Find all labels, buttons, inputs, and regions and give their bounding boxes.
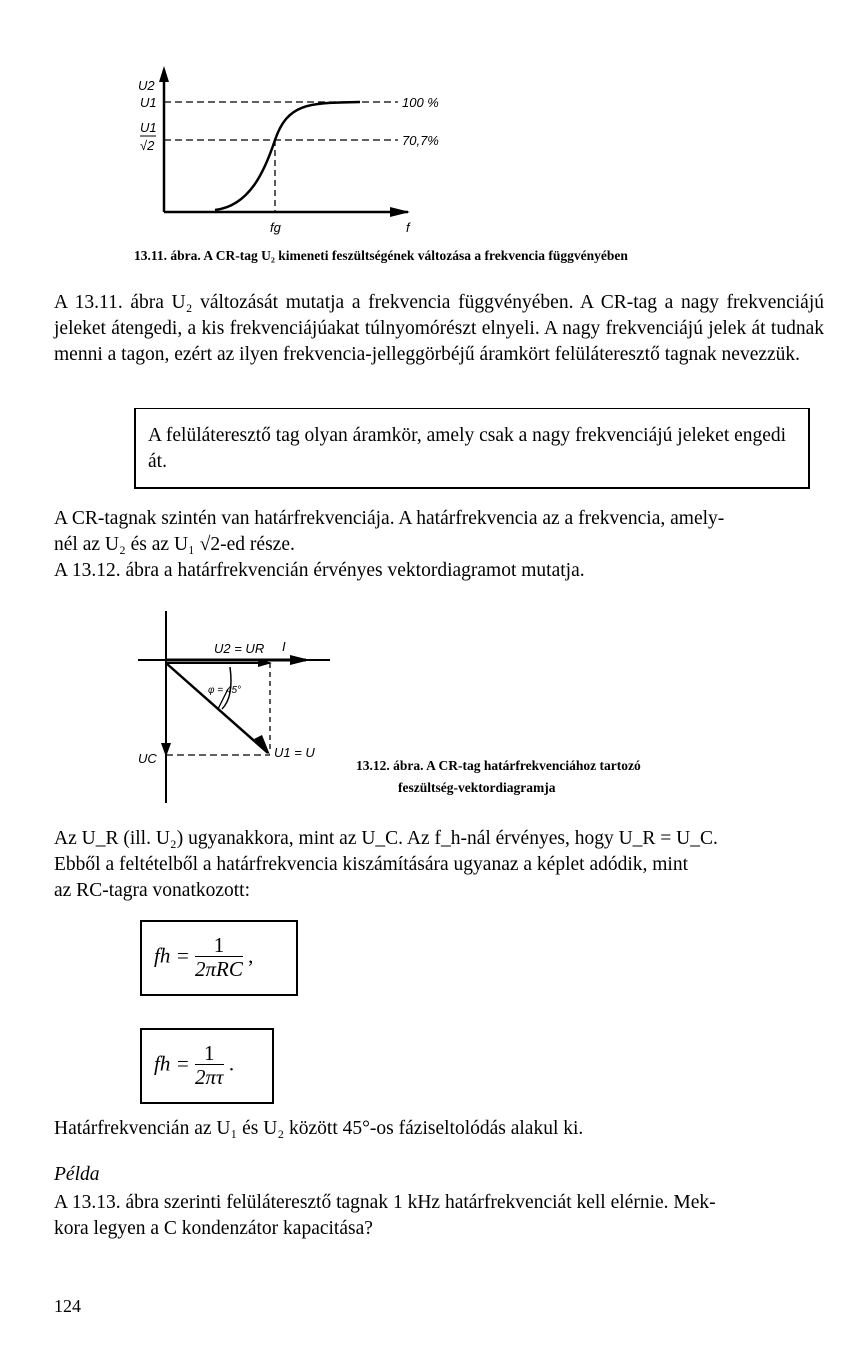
paragraph-phase-shift: Határfrekvencián az U₁ és U₂ között 45°-os fáziseltolódás alakul ki.: [54, 1118, 584, 1139]
formula-tau-numerator: 1: [195, 1042, 224, 1065]
fig1-u1-label: U1: [140, 95, 157, 110]
paragraph-cutoff-line-2: nél az U₂ és az U₁ √2-ed része.: [54, 534, 295, 555]
fig1-fg-label: fg: [270, 220, 281, 235]
fig2-current-arrow: [290, 655, 310, 665]
figure-13-11-caption: 13.11. ábra. A CR-tag U₂ kimeneti feszültségének változása a frekvencia függvényében: [134, 248, 628, 263]
paragraph-equal-line-3: az RC-tagra vonatkozott:: [54, 880, 251, 901]
example-line-1: A 13.13. ábra szerinti felüláteresztő tagnak 1 kHz határfrekvenciát kell elérnie. Mek-: [54, 1192, 716, 1213]
fig1-100-label: 100 %: [402, 95, 439, 110]
fig1-f-label: f: [406, 220, 410, 235]
fig2-u1-vector: [166, 663, 268, 753]
fig1-y-arrow: [159, 66, 169, 82]
formula-tau-lhs: fh =: [154, 1051, 190, 1076]
figure-13-12-caption-1: 13.12. ábra. A CR-tag határfrekvenciához tartozó: [356, 758, 641, 773]
figure-13-12: [130, 605, 340, 810]
figure-13-12-caption-2: feszültség-vektordiagramja: [398, 780, 556, 795]
example-heading: Példa: [54, 1164, 100, 1185]
formula-tau-denominator: 2πτ: [195, 1065, 224, 1089]
example-line-2: kora legyen a C kondenzátor kapacitása?: [54, 1218, 373, 1239]
fig2-uc-label: UC: [138, 751, 157, 766]
fig2-u1-arrow: [254, 735, 270, 755]
formula-box-tau: [140, 1028, 274, 1104]
figure-13-11: [120, 60, 440, 240]
formula-tau: [154, 1042, 234, 1089]
definition-box: [134, 408, 810, 489]
formula-rc-tail: ,: [248, 943, 254, 968]
fig1-response-curve: [215, 102, 360, 210]
formula-rc-lhs: fh =: [154, 943, 190, 968]
formula-rc-numerator: 1: [195, 934, 243, 957]
fig1-u1-num: U1: [140, 120, 157, 135]
fig1-y-label: U2: [138, 78, 155, 93]
formula-tau-fraction: [195, 1042, 224, 1089]
definition-text: A felüláteresztő tag olyan áramkör, amely csak a nagy frekvenciájú jeleket engedi át.: [148, 425, 787, 472]
formula-box-rc: [140, 920, 298, 996]
fig1-sqrt2: √2: [140, 138, 155, 153]
fig2-angle-label: φ = 45°: [208, 685, 242, 696]
fig1-707-label: 70,7%: [402, 133, 439, 148]
paragraph-cutoff: [54, 506, 834, 584]
fig2-top-label: U2 = UR: [214, 641, 265, 656]
fig1-x-arrow: [390, 207, 410, 217]
formula-rc-denominator: 2πRC: [195, 957, 243, 981]
paragraph-equal-line-2: Ebből a feltételből a határfrekvencia kiszámítására ugyanaz a képlet adódik, mint: [54, 854, 689, 875]
paragraph-equal-voltages: [54, 826, 844, 904]
fig2-u1-label: U1 = U: [274, 745, 315, 760]
fig2-current-label: I: [282, 639, 286, 654]
paragraph-intro: A 13.11. ábra U₂ változását mutatja a frekvencia függvényében. A CR-tag a nagy frekvenciájú jeleket átengedi, a kis frekvenciájúakat túlnyomórészt elnyeli. A nagy frekvenciájú jelek át tudnak menni a tagon, ezért az ilyen frekvencia-jelleggörbéjű áramkört felüláteresztő tagnak nevezzük.: [54, 292, 824, 365]
page-number: 124: [54, 1296, 81, 1316]
formula-tau-tail: .: [228, 1051, 235, 1076]
formula-rc-fraction: [195, 934, 243, 981]
formula-rc: [154, 934, 253, 981]
paragraph-cutoff-line-3: A 13.12. ábra a határfrekvencián érvényes vektordiagramot mutatja.: [54, 560, 585, 581]
paragraph-equal-line-1: Az U_R (ill. U₂) ugyanakkora, mint az U_C. Az f_h-nál érvényes, hogy U_R = U_C.: [54, 828, 718, 849]
paragraph-cutoff-line-1: A CR-tagnak szintén van határfrekvenciája. A határfrekvencia az a frekvencia, amely-: [54, 508, 725, 529]
